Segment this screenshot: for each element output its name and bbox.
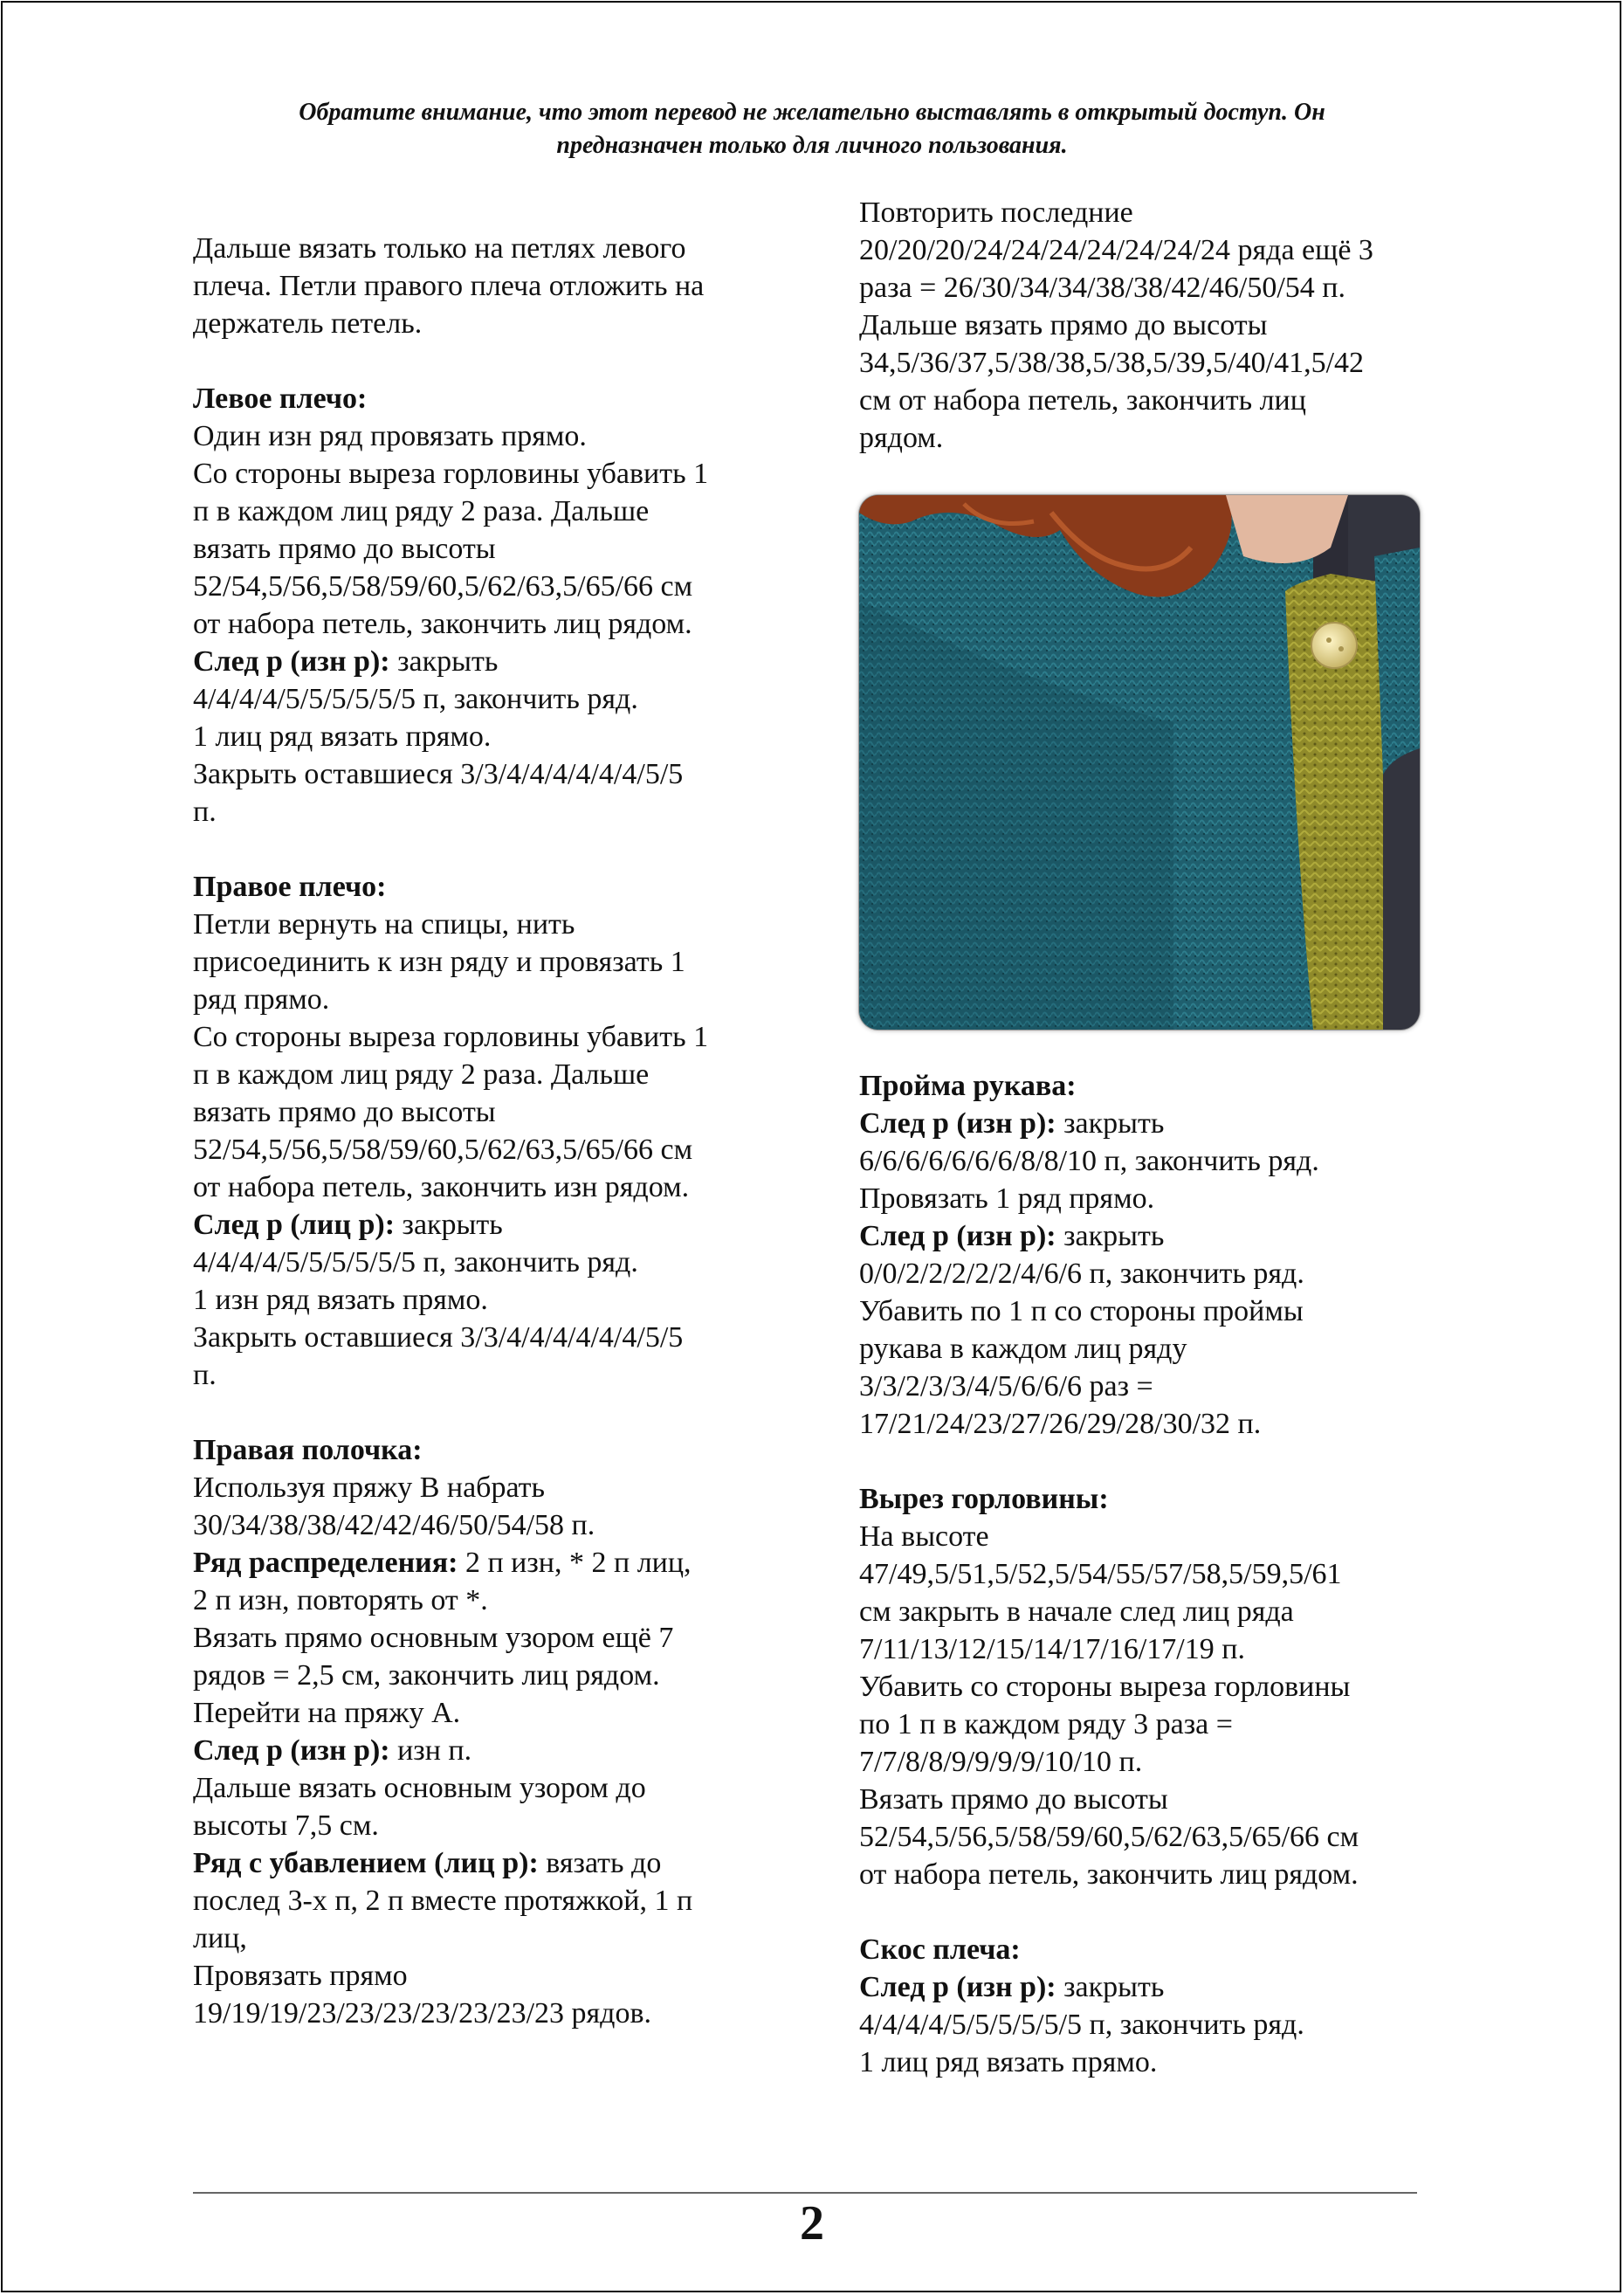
text-line: от набора петель, закончить лиц рядом. [193, 608, 692, 640]
text-line: 0/0/2/2/2/2/2/4/6/6 п, закончить ряд. [859, 1258, 1304, 1290]
decrease-row-text: вязать до [538, 1847, 662, 1879]
text-line: лиц, [193, 1922, 247, 1954]
notice-line-1: Обратите внимание, что этот перевод не желательно выставлять в открытый доступ. Он [299, 99, 1325, 126]
text-line: 2 п изн, повторять от *. [193, 1584, 488, 1616]
text-line: Вязать прямо до высоты [859, 1783, 1168, 1816]
text-line: 52/54,5/56,5/58/59/60,5/62/63,5/65/66 см [193, 570, 693, 603]
neckline-heading: Вырез горловины: [859, 1483, 1109, 1515]
text-line: 4/4/4/4/5/5/5/5/5/5 п, закончить ряд. [193, 683, 638, 715]
next-row-label: След р (изн р): [193, 1734, 390, 1767]
text-line: 34,5/36/37,5/38/38,5/38,5/39,5/40/41,5/42 [859, 347, 1365, 379]
text-line: от набора петель, закончить лиц рядом. [859, 1858, 1359, 1891]
text-line: Убавить со стороны выреза горловины [859, 1671, 1351, 1703]
next-row-label: След р (изн р): [859, 1971, 1056, 2003]
text-line: Перейти на пряжу А. [193, 1697, 461, 1729]
text-line: от набора петель, закончить изн рядом. [193, 1171, 690, 1203]
text-line: см от набора петель, закончить лиц [859, 384, 1306, 417]
intro-line: держатель петель. [193, 307, 423, 340]
text-line: послед 3-х п, 2 п вместе протяжкой, 1 п [193, 1885, 693, 1917]
text-line: 52/54,5/56,5/58/59/60,5/62/63,5/65/66 см [193, 1134, 693, 1166]
text-line: 20/20/20/24/24/24/24/24/24/24 ряда ещё 3 [859, 234, 1373, 266]
text-line: п в каждом лиц ряду 2 раза. Дальше [193, 495, 650, 527]
notice-line-2: предназначен только для личного пользования. [556, 132, 1068, 159]
text-line: ряд прямо. [193, 983, 330, 1016]
text-line: вязать прямо до высоты [193, 533, 496, 565]
next-row-label: След р (лиц р): [193, 1209, 396, 1241]
text-line: рукава в каждом лиц ряду [859, 1333, 1187, 1365]
text-line: Со стороны выреза горловины убавить 1 [193, 458, 709, 490]
text-line: Один изн ряд провязать прямо. [193, 420, 587, 452]
text-line: п в каждом лиц ряду 2 раза. Дальше [193, 1058, 650, 1091]
right-column-lower [859, 1067, 1435, 2081]
text-line: 4/4/4/4/5/5/5/5/5/5 п, закончить ряд. [193, 1246, 638, 1278]
left-shoulder-heading: Левое плечо: [193, 382, 368, 415]
text-line: Дальше вязать основным узором до [193, 1772, 646, 1804]
text-line: вязать прямо до высоты [193, 1096, 496, 1128]
text-line: Со стороны выреза горловины убавить 1 [193, 1021, 709, 1053]
text-line: раза = 26/30/34/34/38/38/42/46/50/54 п. [859, 272, 1345, 304]
next-row-label: След р (изн р): [193, 645, 390, 678]
text-line: рядов = 2,5 см, закончить лиц рядом. [193, 1659, 660, 1692]
text-line: 4/4/4/4/5/5/5/5/5/5 п, закончить ряд. [859, 2009, 1304, 2041]
distribution-row-label: Ряд распределения: [193, 1547, 458, 1579]
text-line: Дальше вязать прямо до высоты [859, 309, 1268, 341]
text-line: по 1 п в каждом ряду 3 раза = [859, 1708, 1233, 1740]
text-line: Провязать 1 ряд прямо. [859, 1182, 1155, 1215]
page-number: 2 [800, 2196, 824, 2250]
text-line: Вязать прямо основным узором ещё 7 [193, 1622, 674, 1654]
text-line: 30/34/38/38/42/42/46/50/54/58 п. [193, 1509, 595, 1541]
text-line: 6/6/6/6/6/6/6/8/8/10 п, закончить ряд. [859, 1145, 1319, 1177]
next-row-label: След р (изн р): [859, 1107, 1056, 1140]
shoulder-slope-heading: Скос плеча: [859, 1933, 1021, 1966]
next-row-text: закрыть [389, 645, 499, 678]
text-line: Убавить по 1 п со стороны проймы [859, 1295, 1304, 1327]
left-column [193, 230, 804, 2032]
decrease-row-label: Ряд с убавлением (лиц р): [193, 1847, 539, 1879]
armhole-heading: Пройма рукава: [859, 1070, 1077, 1102]
next-row-text: изн п. [389, 1734, 472, 1767]
distribution-row-text: 2 п изн, * 2 п лиц, [458, 1547, 692, 1579]
text-line: 1 лиц ряд вязать прямо. [859, 2046, 1158, 2078]
cardigan-illustration [859, 495, 1420, 1030]
text-line: см закрыть в начале след лиц ряда [859, 1595, 1294, 1628]
text-line: 3/3/2/3/3/4/5/6/6/6 раз = [859, 1370, 1153, 1402]
right-column-top [859, 194, 1435, 457]
next-row-label: След р (изн р): [859, 1220, 1056, 1252]
next-row-text: закрыть [1056, 1107, 1165, 1140]
next-row-text: закрыть [1056, 1220, 1165, 1252]
knitted-cardigan-photo [859, 495, 1420, 1030]
text-line: п. [193, 1359, 217, 1391]
text-line: высоты 7,5 см. [193, 1809, 379, 1842]
text-line: п. [193, 796, 217, 828]
intro-line: Дальше вязать только на петлях левого [193, 232, 686, 265]
next-row-text: закрыть [395, 1209, 503, 1241]
text-line: Провязать прямо [193, 1960, 408, 1992]
text-line: 52/54,5/56,5/58/59/60,5/62/63,5/65/66 см [859, 1821, 1359, 1853]
text-line: 47/49,5/51,5/52,5/54/55/57/58,5/59,5/61 [859, 1558, 1342, 1590]
text-line: Петли вернуть на спицы, нить [193, 908, 575, 941]
text-line: 7/11/13/12/15/14/17/16/17/19 п. [859, 1633, 1245, 1665]
next-row-text: закрыть [1056, 1971, 1165, 2003]
text-line: 19/19/19/23/23/23/23/23/23/23 рядов. [193, 1997, 652, 2030]
text-line: 1 изн ряд вязать прямо. [193, 1284, 488, 1316]
text-line: рядом. [859, 422, 944, 454]
right-front-heading: Правая полочка: [193, 1434, 423, 1466]
translation-notice [192, 96, 1432, 162]
text-line: 7/7/8/8/9/9/9/9/10/10 п. [859, 1746, 1143, 1778]
text-line: 1 лиц ряд вязать прямо. [193, 720, 492, 753]
intro-line: плеча. Петли правого плеча отложить на [193, 270, 705, 302]
text-line: На высоте [859, 1520, 989, 1553]
text-line: Используя пряжу В набрать [193, 1471, 546, 1504]
text-line: Повторить последние [859, 196, 1133, 229]
text-line: 17/21/24/23/27/26/29/28/30/32 п. [859, 1408, 1262, 1440]
text-line: Закрыть оставшиеся 3/3/4/4/4/4/4/4/5/5 [193, 758, 684, 790]
right-shoulder-heading: Правое плечо: [193, 871, 387, 903]
text-line: присоединить к изн ряду и провязать 1 [193, 946, 685, 978]
text-line: Закрыть оставшиеся 3/3/4/4/4/4/4/4/5/5 [193, 1321, 684, 1354]
